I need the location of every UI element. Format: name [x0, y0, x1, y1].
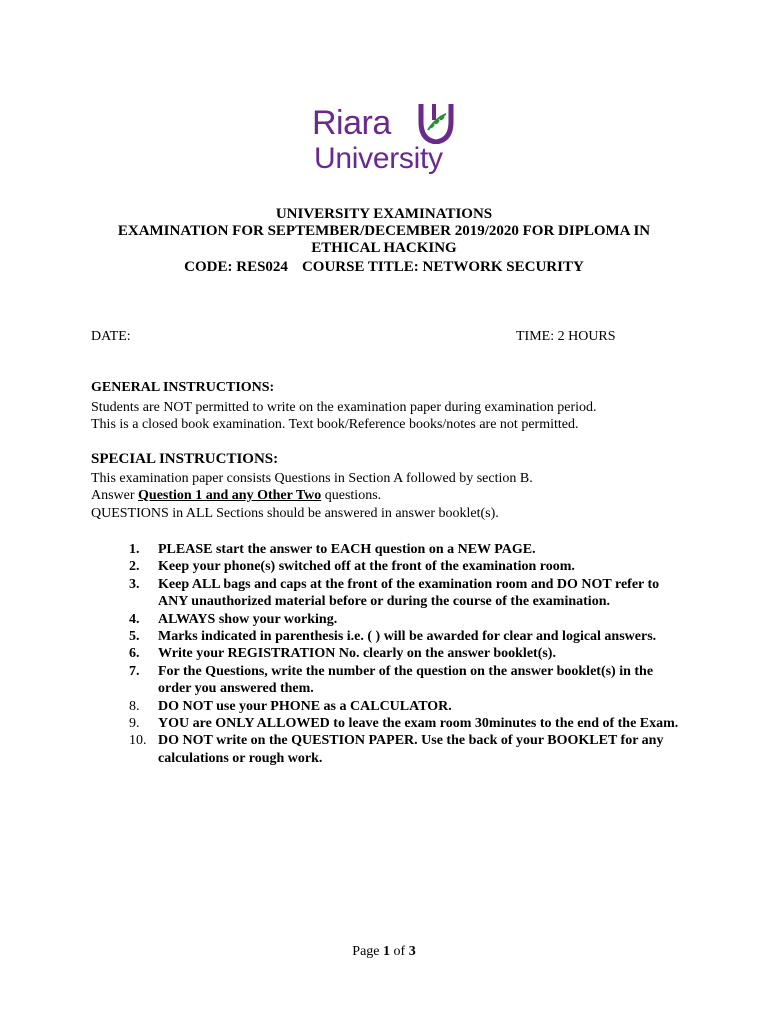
answer-emphasis: Question 1 and any Other Two — [138, 488, 322, 503]
course-title: COURSE TITLE: NETWORK SECURITY — [301, 259, 584, 275]
list-item — [129, 628, 689, 645]
list-item-number: 4. — [129, 611, 140, 627]
logo-word-university: University — [314, 142, 443, 175]
logo-emblem-icon — [416, 100, 456, 144]
course-code: CODE: RES024 — [184, 259, 288, 275]
numbered-instructions-list — [129, 541, 689, 767]
special-instructions-heading: SPECIAL INSTRUCTIONS: — [91, 451, 279, 467]
list-item — [129, 698, 689, 715]
page-footer — [0, 944, 768, 960]
list-item-number: 6. — [129, 646, 140, 662]
list-item-number: 1. — [129, 542, 140, 557]
list-item-text: PLEASE start the answer to EACH question on a NEW PAGE. — [158, 542, 536, 557]
page-label: Page — [352, 944, 384, 959]
time-label: TIME: 2 HOURS — [516, 329, 616, 344]
list-item — [129, 732, 689, 767]
special-instruction-line: This examination paper consists Questions in Section A followed by section B. — [91, 471, 533, 486]
list-item-number: 3. — [129, 576, 140, 592]
list-item-number: 2. — [129, 559, 140, 575]
riara-university-logo — [312, 98, 462, 182]
logo-word-riara: Riara — [312, 104, 391, 142]
exam-heading: UNIVERSITY EXAMINATIONS — [275, 206, 493, 222]
exam-title-line1: EXAMINATION FOR SEPTEMBER/DECEMBER 2019/2020 FOR DIPLOMA IN — [117, 223, 651, 239]
course-code-line — [0, 259, 768, 276]
list-item — [129, 541, 689, 558]
list-item-number: 5. — [129, 629, 140, 645]
special-instruction-answer-line — [91, 488, 381, 504]
page-number: 1 — [383, 944, 391, 959]
list-item-text: Write your REGISTRATION No. clearly on the answer booklet(s). — [158, 646, 556, 662]
list-item — [129, 715, 689, 732]
list-item — [129, 645, 689, 662]
general-instruction-line: This is a closed book examination. Text book/Reference books/notes are not permitted. — [91, 417, 579, 432]
list-item-text: ALWAYS show your working. — [158, 611, 338, 627]
list-item — [129, 663, 689, 698]
general-instruction-line: Students are NOT permitted to write on the examination paper during examination period. — [91, 400, 597, 415]
list-item-number: 9. — [129, 716, 140, 732]
general-instructions-heading: GENERAL INSTRUCTIONS: — [91, 380, 275, 395]
list-item-text: Marks indicated in parenthesis i.e. ( ) will be awarded for clear and logical answers. — [158, 629, 657, 645]
list-item-text: For the Questions, write the number of the question on the answer booklet(s) in the order you answered them. — [158, 663, 654, 697]
page-total: 3 — [408, 944, 416, 959]
answer-prefix: Answer — [91, 488, 139, 503]
list-item — [129, 576, 689, 611]
list-item-text: DO NOT write on the QUESTION PAPER. Use the back of your BOOKLET for any calculations or rough work. — [158, 733, 664, 766]
list-item-number: 7. — [129, 663, 140, 679]
special-instruction-line: QUESTIONS in ALL Sections should be answered in answer booklet(s). — [91, 506, 499, 521]
list-item-number: 8. — [129, 698, 140, 714]
list-item — [129, 611, 689, 628]
list-item-text: YOU are ONLY ALLOWED to leave the exam room 30minutes to the end of the Exam. — [158, 716, 679, 732]
list-item-text: Keep your phone(s) switched off at the front of the examination room. — [158, 559, 575, 575]
date-label: DATE: — [91, 329, 131, 344]
list-item-text: DO NOT use your PHONE as a CALCULATOR. — [158, 698, 452, 714]
list-item-number: 10. — [129, 733, 147, 749]
page-of-label: of — [390, 944, 409, 959]
exam-title-line2: ETHICAL HACKING — [311, 240, 457, 256]
list-item-text: Keep ALL bags and caps at the front of the examination room and DO NOT refer to ANY unauthorized material before or during the course of the examination. — [158, 576, 660, 610]
list-item — [129, 558, 689, 575]
answer-suffix: questions. — [321, 488, 382, 503]
